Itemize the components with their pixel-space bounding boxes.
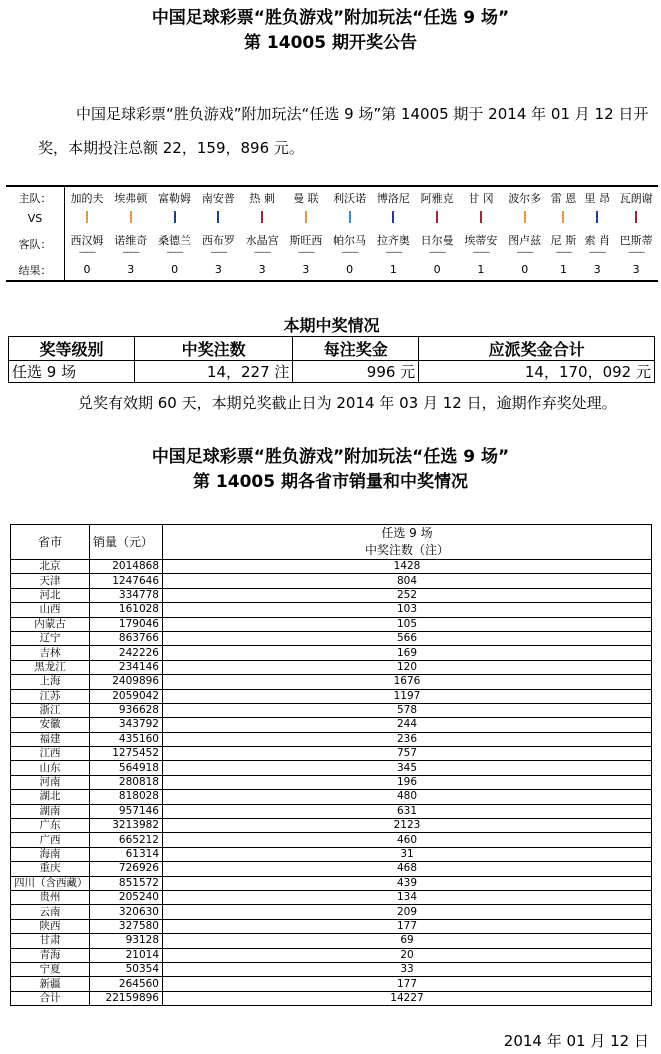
home-team: 阿雅克	[415, 186, 459, 208]
separator: ────	[342, 247, 358, 257]
sales: 726926	[90, 862, 163, 876]
province: 河北	[11, 588, 90, 602]
winner-count: 578	[163, 703, 652, 717]
sales: 851572	[90, 876, 163, 890]
winner-count: 252	[163, 588, 652, 602]
label-away: 客队：	[6, 229, 65, 259]
away-team-name: 西汉姆	[70, 233, 104, 247]
label-result: 结果：	[6, 259, 65, 281]
sales: 242226	[90, 646, 163, 660]
sales: 205240	[90, 890, 163, 904]
table-row	[11, 819, 652, 833]
sales: 863766	[90, 631, 163, 645]
winner-count: 14227	[163, 991, 652, 1005]
winner-count: 757	[163, 747, 652, 761]
sales: 264560	[90, 977, 163, 991]
winner-count: 1428	[163, 560, 652, 574]
prize-table	[8, 313, 655, 383]
winner-count: 20	[163, 948, 652, 962]
sales: 22159896	[90, 991, 163, 1005]
sales: 327580	[90, 919, 163, 933]
match-table	[6, 185, 658, 282]
separator: ────	[555, 247, 572, 257]
away-team	[580, 229, 614, 259]
table-row	[11, 588, 652, 602]
province: 甘肃	[11, 934, 90, 948]
home-team: 热 刺	[240, 186, 284, 208]
prize-header: 奖等级别	[9, 337, 135, 361]
col-header-sales: 销量（元）	[90, 525, 163, 560]
province: 合计	[11, 991, 90, 1005]
home-team: 富勒姆	[153, 186, 197, 208]
sales: 234146	[90, 660, 163, 674]
province: 河南	[11, 775, 90, 789]
winner-count: 345	[163, 761, 652, 775]
vs-marker	[547, 208, 581, 229]
sales: 936628	[90, 703, 163, 717]
away-team-name: 图卢兹	[508, 233, 542, 247]
home-team: 瓦朗谢	[614, 186, 658, 208]
prize-amount: 996 元	[293, 361, 419, 383]
match-result: 1	[547, 259, 581, 281]
table-row	[11, 890, 652, 904]
table-row	[11, 905, 652, 919]
winner-count: 196	[163, 775, 652, 789]
winner-count: 804	[163, 574, 652, 588]
away-team	[65, 229, 109, 259]
away-team-name: 桑德兰	[158, 233, 192, 247]
vs-marker	[328, 208, 372, 229]
sales: 21014	[90, 948, 163, 962]
sales: 435160	[90, 732, 163, 746]
home-team: 里 昂	[580, 186, 614, 208]
away-team	[415, 229, 459, 259]
winner-count: 244	[163, 718, 652, 732]
separator: ────	[254, 247, 270, 257]
province: 云南	[11, 905, 90, 919]
away-team-name: 西布罗	[201, 233, 235, 247]
home-team: 加的夫	[65, 186, 109, 208]
away-team-name: 斯旺西	[289, 233, 323, 247]
sales: 818028	[90, 790, 163, 804]
match-result: 1	[459, 259, 503, 281]
match-result: 0	[65, 259, 109, 281]
sales: 665212	[90, 833, 163, 847]
home-team: 利沃诺	[328, 186, 372, 208]
winner-count: 460	[163, 833, 652, 847]
province: 江苏	[11, 689, 90, 703]
away-team	[328, 229, 372, 259]
sales: 280818	[90, 775, 163, 789]
intro-paragraph: 中国足球彩票“胜负游戏”附加玩法“任选 9 场”第 14005 期于 2014 年 01 月 12 日开奖，本期投注总额 22，159，896 元。	[38, 105, 649, 157]
winner-count: 1676	[163, 675, 652, 689]
label-home: 主队：	[6, 186, 65, 208]
match-result: 0	[415, 259, 459, 281]
away-team	[503, 229, 547, 259]
sales: 320630	[90, 905, 163, 919]
table-row	[11, 804, 652, 818]
away-team-name: 帕尔马	[333, 233, 367, 247]
province: 湖北	[11, 790, 90, 804]
vs-marker	[580, 208, 614, 229]
winner-count: 33	[163, 962, 652, 976]
table-row	[11, 847, 652, 861]
table-row	[11, 919, 652, 933]
vs-marker	[240, 208, 284, 229]
vs-marker	[153, 208, 197, 229]
sales: 3213982	[90, 819, 163, 833]
province: 福建	[11, 732, 90, 746]
winner-count: 480	[163, 790, 652, 804]
vs-marker	[284, 208, 328, 229]
home-team: 曼 联	[284, 186, 328, 208]
table-row	[11, 876, 652, 890]
table-row	[11, 703, 652, 717]
winner-count: 169	[163, 646, 652, 660]
table-row	[11, 718, 652, 732]
table-row	[11, 761, 652, 775]
home-team: 埃弗顿	[109, 186, 153, 208]
vs-marker	[372, 208, 416, 229]
match-result: 3	[580, 259, 614, 281]
table-row	[11, 991, 652, 1005]
province: 北京	[11, 560, 90, 574]
table-row	[11, 560, 652, 574]
match-result: 3	[196, 259, 240, 281]
away-team-name: 埃蒂安	[464, 233, 498, 247]
away-team	[372, 229, 416, 259]
sales: 93128	[90, 934, 163, 948]
province: 陕西	[11, 919, 90, 933]
away-team	[109, 229, 153, 259]
winner-count: 236	[163, 732, 652, 746]
winner-count: 31	[163, 847, 652, 861]
sales: 343792	[90, 718, 163, 732]
province: 浙江	[11, 703, 90, 717]
match-result: 3	[109, 259, 153, 281]
province: 天津	[11, 574, 90, 588]
sales: 2014868	[90, 560, 163, 574]
prize-header: 每注奖金	[293, 337, 419, 361]
separator: ────	[79, 247, 95, 257]
sales: 179046	[90, 617, 163, 631]
home-team: 博洛尼	[372, 186, 416, 208]
table-row	[11, 833, 652, 847]
label-vs: VS	[6, 208, 65, 229]
vs-marker	[415, 208, 459, 229]
away-team	[153, 229, 197, 259]
sales: 2059042	[90, 689, 163, 703]
prize-total: 14，170，092 元	[419, 361, 655, 383]
separator: ────	[166, 247, 183, 257]
away-team	[284, 229, 328, 259]
table-row	[11, 660, 652, 674]
table-row	[11, 646, 652, 660]
col-header-winners	[163, 525, 652, 560]
match-result: 0	[153, 259, 197, 281]
sales: 564918	[90, 761, 163, 775]
announcement-subtitle: 第 14005 期开奖公告	[244, 33, 417, 53]
province: 贵州	[11, 890, 90, 904]
sales: 161028	[90, 603, 163, 617]
vs-marker	[196, 208, 240, 229]
province: 山西	[11, 603, 90, 617]
table-row	[11, 732, 652, 746]
prize-header: 中奖注数	[134, 337, 293, 361]
table-row	[11, 747, 652, 761]
match-result: 3	[240, 259, 284, 281]
away-team-name: 日尔曼	[420, 233, 454, 247]
home-team: 南安普	[196, 186, 240, 208]
col-header-count: 中奖注数（注）	[364, 543, 449, 557]
home-team: 雷 恩	[547, 186, 581, 208]
match-result: 0	[503, 259, 547, 281]
match-result: 1	[372, 259, 416, 281]
table-row	[11, 675, 652, 689]
separator: ────	[517, 247, 533, 257]
vs-marker	[65, 208, 109, 229]
separator: ────	[123, 247, 139, 257]
province: 黑龙江	[11, 660, 90, 674]
separator: ────	[628, 247, 644, 257]
prize-header: 应派奖金合计	[419, 337, 655, 361]
province: 新疆	[11, 977, 90, 991]
province: 广东	[11, 819, 90, 833]
separator: ────	[385, 247, 402, 257]
separator: ────	[589, 247, 605, 257]
home-team: 波尔多	[503, 186, 547, 208]
away-team	[614, 229, 658, 259]
sales: 334778	[90, 588, 163, 602]
notice-paragraph: 兑奖有效期 60 天，本期兑奖截止日为 2014 年 03 月 12 日，逾期作弃奖处理。	[78, 394, 617, 412]
announcement-title: 中国足球彩票“胜负游戏”附加玩法“任选 9 场”	[151, 8, 510, 28]
away-team-name: 诺维奇	[114, 233, 148, 247]
away-team	[240, 229, 284, 259]
winner-count: 177	[163, 919, 652, 933]
away-team-name: 拉齐奥	[376, 233, 410, 247]
province: 重庆	[11, 862, 90, 876]
province-table	[10, 524, 652, 1006]
table-row	[11, 631, 652, 645]
province: 吉林	[11, 646, 90, 660]
vs-marker	[503, 208, 547, 229]
separator: ────	[210, 247, 226, 257]
sales: 2409896	[90, 675, 163, 689]
prize-level: 任选 9 场	[9, 361, 135, 383]
match-result: 3	[614, 259, 658, 281]
province: 江西	[11, 747, 90, 761]
away-team	[547, 229, 581, 259]
province: 青海	[11, 948, 90, 962]
province: 内蒙古	[11, 617, 90, 631]
winner-count: 105	[163, 617, 652, 631]
vs-marker	[614, 208, 658, 229]
sales: 61314	[90, 847, 163, 861]
province: 上海	[11, 675, 90, 689]
winner-count: 177	[163, 977, 652, 991]
winner-count: 439	[163, 876, 652, 890]
away-team	[196, 229, 240, 259]
province: 四川（含西藏）	[11, 876, 90, 890]
away-team-name: 索 肖	[584, 233, 611, 247]
issue-date: 2014 年 01 月 12 日	[503, 1032, 649, 1050]
table-row	[11, 775, 652, 789]
province: 广西	[11, 833, 90, 847]
vs-marker	[459, 208, 503, 229]
winner-count: 631	[163, 804, 652, 818]
winner-count: 468	[163, 862, 652, 876]
winner-count: 1197	[163, 689, 652, 703]
winner-count: 69	[163, 934, 652, 948]
away-team-name: 尼 斯	[550, 233, 577, 247]
sales: 50354	[90, 962, 163, 976]
table-row	[11, 977, 652, 991]
table-row	[11, 862, 652, 876]
vs-marker	[109, 208, 153, 229]
winner-count: 2123	[163, 819, 652, 833]
winner-count: 566	[163, 631, 652, 645]
province: 宁夏	[11, 962, 90, 976]
away-team-name: 巴斯蒂	[619, 233, 653, 247]
home-team: 甘 冈	[459, 186, 503, 208]
separator: ────	[298, 247, 314, 257]
winner-count: 134	[163, 890, 652, 904]
away-team-name: 水晶宫	[245, 233, 279, 247]
table-row	[11, 948, 652, 962]
sales: 957146	[90, 804, 163, 818]
separator: ────	[473, 247, 489, 257]
col-header-province: 省市	[11, 525, 90, 560]
winner-count: 120	[163, 660, 652, 674]
separator: ────	[429, 247, 445, 257]
province: 安徽	[11, 718, 90, 732]
province: 湖南	[11, 804, 90, 818]
table-row	[11, 962, 652, 976]
sales: 1275452	[90, 747, 163, 761]
section-title: 中国足球彩票“胜负游戏”附加玩法“任选 9 场”	[151, 447, 510, 467]
prize-winners: 14，227 注	[134, 361, 293, 383]
winner-count: 209	[163, 905, 652, 919]
section-subtitle: 第 14005 期各省市销量和中奖情况	[193, 472, 468, 492]
match-result: 3	[284, 259, 328, 281]
province: 海南	[11, 847, 90, 861]
table-row	[11, 934, 652, 948]
col-header-game: 任选 9 场	[381, 526, 433, 540]
table-row	[11, 617, 652, 631]
away-team	[459, 229, 503, 259]
province: 辽宁	[11, 631, 90, 645]
match-result: 0	[328, 259, 372, 281]
winner-count: 103	[163, 603, 652, 617]
province: 山东	[11, 761, 90, 775]
prize-title: 本期中奖情况	[9, 313, 655, 337]
sales: 1247646	[90, 574, 163, 588]
table-row	[11, 689, 652, 703]
table-row	[11, 574, 652, 588]
table-row	[11, 603, 652, 617]
table-row	[11, 790, 652, 804]
